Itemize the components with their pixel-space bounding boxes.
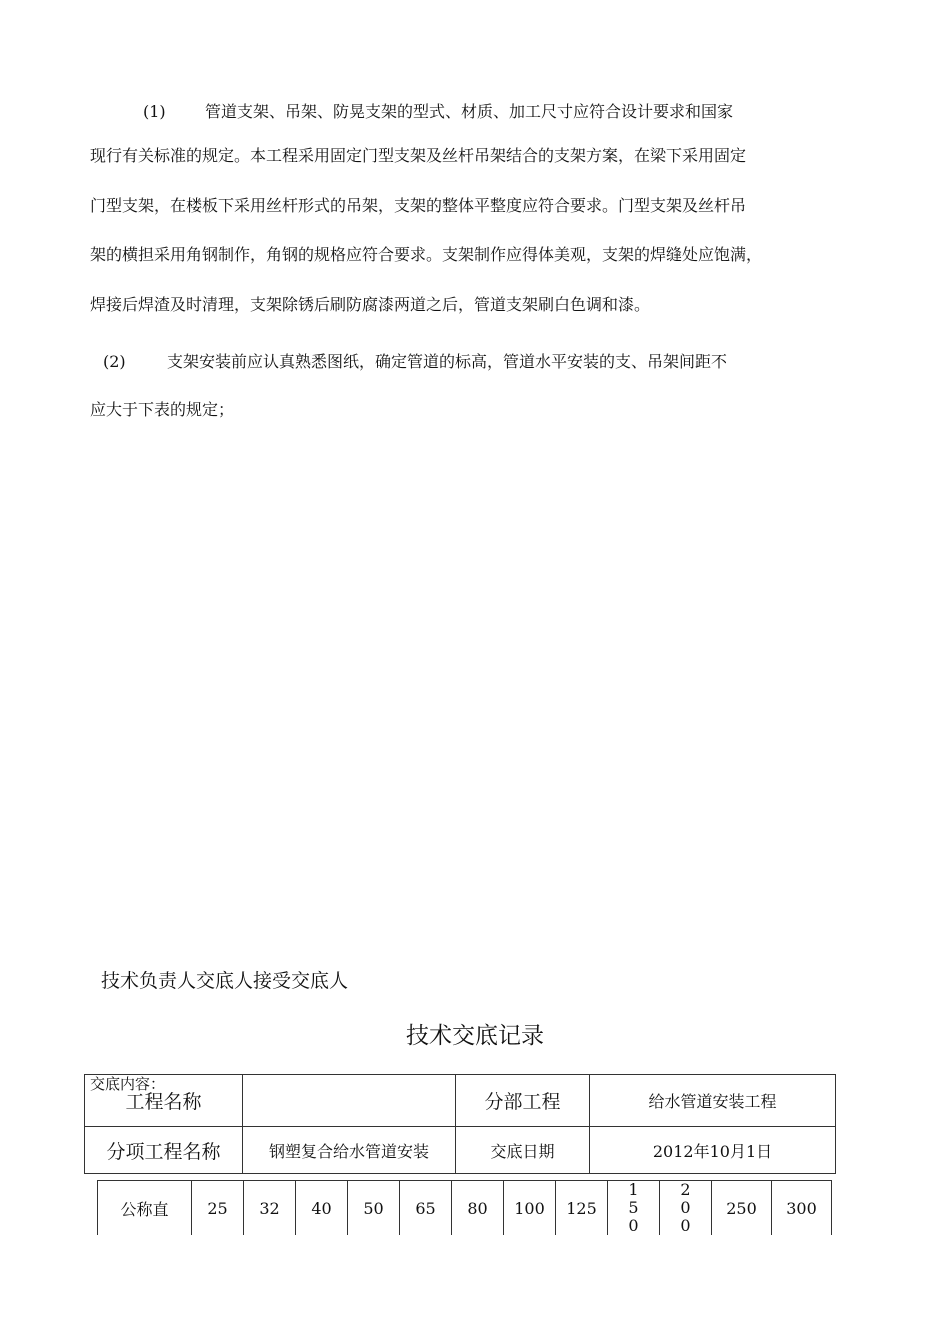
paragraph-1-line: 门型支架，在楼板下采用丝杆形式的吊架，支架的整体平整度应符合要求。门型支架及丝杆吊 [90, 196, 747, 215]
paragraph-1-line: 焊接后焊渣及时清理，支架除锈后刷防腐漆两道之后，管道支架刷白色调和漆。 [90, 295, 651, 314]
diameter-cell: 100 [504, 1181, 556, 1236]
diameter-cell-text: 150 [628, 1180, 639, 1235]
diameter-row [98, 1181, 832, 1236]
subitem-label: 分项工程名称 [85, 1127, 243, 1174]
project-name-value [243, 1075, 456, 1127]
content-label: 交底内容： [90, 1075, 166, 1093]
diameter-cell: 300 [772, 1181, 832, 1236]
diameter-cell: 50 [348, 1181, 400, 1236]
paragraph-2-number: (2) [103, 352, 126, 371]
division-value: 给水管道安装工程 [590, 1075, 836, 1127]
diameter-cell [608, 1181, 660, 1236]
date-value: 2012年10月1日 [590, 1127, 836, 1174]
record-title: 技术交底记录 [406, 1023, 544, 1049]
info-table [84, 1074, 836, 1174]
diameter-cell: 125 [556, 1181, 608, 1236]
diameter-cell [660, 1181, 712, 1236]
diameter-cell: 32 [244, 1181, 296, 1236]
signers-line: 技术负责人交底人接受交底人 [101, 970, 349, 992]
info-row [85, 1127, 836, 1174]
paragraph-1-number: (1) [143, 102, 166, 121]
diameter-table [97, 1180, 832, 1235]
diameter-cell: 65 [400, 1181, 452, 1236]
diameter-header: 公称直 [98, 1181, 192, 1236]
paragraph-2-line: 支架安装前应认真熟悉图纸，确定管道的标高，管道水平安装的支、吊架间距不 [167, 352, 728, 371]
diameter-cell: 80 [452, 1181, 504, 1236]
diameter-cell: 250 [712, 1181, 772, 1236]
info-row [85, 1075, 836, 1127]
diameter-cell: 40 [296, 1181, 348, 1236]
paragraph-1-line: 现行有关标准的规定。本工程采用固定门型支架及丝杆吊架结合的支架方案，在梁下采用固定 [90, 146, 747, 165]
paragraph-1-line: 架的横担采用角钢制作，角钢的规格应符合要求。支架制作应得体美观，支架的焊缝处应饱满， [90, 245, 763, 264]
paragraph-2-line: 应大于下表的规定； [90, 400, 235, 419]
division-label: 分部工程 [456, 1075, 590, 1127]
date-label: 交底日期 [456, 1127, 590, 1174]
paragraph-1-line: 管道支架、吊架、防晃支架的型式、材质、加工尺寸应符合设计要求和国家 [205, 102, 734, 121]
subitem-value: 钢塑复合给水管道安装 [243, 1127, 456, 1174]
diameter-cell: 25 [192, 1181, 244, 1236]
diameter-cell-text: 200 [680, 1180, 691, 1235]
project-name-label: 工程名称 [85, 1075, 243, 1127]
